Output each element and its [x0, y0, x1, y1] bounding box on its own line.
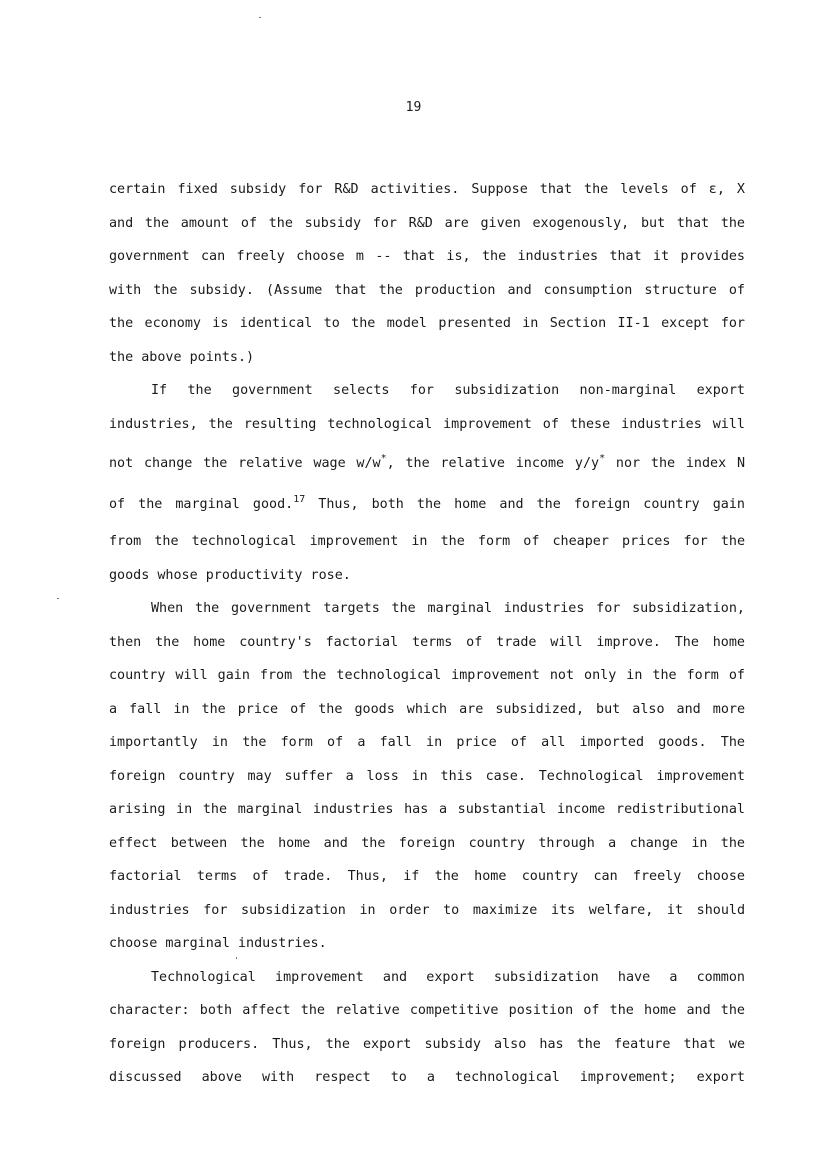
text-line: character: both affect the relative competitive position of the home and the	[109, 1003, 745, 1018]
text-line: Technological improvement and export subsidization have a common	[151, 969, 745, 985]
paragraph-r-and-d-subsidy	[109, 176, 745, 377]
text-line: industries for subsidization in order to maximize its welfare, it should	[109, 902, 745, 918]
text-line: a fall in the price of the goods which are subsidized, but also and more	[109, 701, 745, 717]
text-line: When the government targets the marginal industries for subsidization,	[151, 601, 745, 616]
text-line: factorial terms of trade. Thus, if the home country can freely choose	[109, 869, 745, 884]
text-line: arising in the marginal industries has a substantial income redistributional	[109, 802, 745, 817]
text-segment: not change the relative wage w/w	[109, 456, 381, 471]
page-number: 19	[405, 100, 422, 115]
text-segment: , the relative income y/y	[386, 456, 600, 471]
text-line: goods whose productivity rose.	[109, 567, 351, 583]
footnote-marker: 17	[293, 494, 306, 505]
text-line: and the amount of the subsidy for R&D are given exogenously, but that the	[109, 215, 745, 231]
text-line: country will gain from the technological improvement not only in the form of	[109, 668, 745, 683]
text-line: effect between the home and the foreign country through a change in the	[109, 835, 745, 851]
text-line: the economy is identical to the model presented in Section II-1 except for	[109, 316, 745, 331]
body-text	[109, 176, 745, 1098]
text-line: industries, the resulting technological improvement of these industries will	[109, 416, 745, 432]
text-line: discussed above with respect to a technological improvement; export	[109, 1070, 745, 1085]
text-line: If the government selects for subsidization non-marginal export	[151, 383, 745, 398]
text-segment: of the marginal good.	[109, 497, 294, 512]
text-segment: nor the index N	[605, 456, 746, 471]
text-line-with-superscripts	[109, 444, 745, 486]
text-line: the above points.)	[109, 349, 255, 365]
superscript-star: *	[599, 453, 606, 464]
text-line: from the technological improvement in the form of cheaper prices for the	[109, 534, 745, 549]
paragraph-non-marginal	[109, 377, 745, 595]
text-line: choose marginal industries.	[109, 936, 327, 951]
scan-speck	[57, 598, 59, 599]
text-line: foreign country may suffer a loss in this case. Technological improvement	[109, 768, 745, 784]
text-line: then the home country's factorial terms of trade will improve. The home	[109, 634, 745, 650]
text-line-with-footnote	[109, 486, 745, 528]
text-line: importantly in the form of a fall in price of all imported goods. The	[109, 735, 745, 750]
text-line: with the subsidy. (Assume that the production and consumption structure of	[109, 282, 745, 298]
text-segment: Thus, both the home and the foreign country gain	[305, 497, 745, 512]
paragraph-marginal	[109, 595, 745, 964]
text-line: foreign producers. Thus, the export subsidy also has the feature that we	[109, 1036, 745, 1052]
paragraph-export-subsidy	[109, 964, 745, 1098]
text-line: certain fixed subsidy for R&D activities. Suppose that the levels of ε, X	[109, 182, 745, 197]
text-line: government can freely choose m -- that is, the industries that it provides	[109, 249, 745, 264]
superscript-star: *	[380, 453, 387, 464]
scan-speck	[259, 17, 261, 18]
